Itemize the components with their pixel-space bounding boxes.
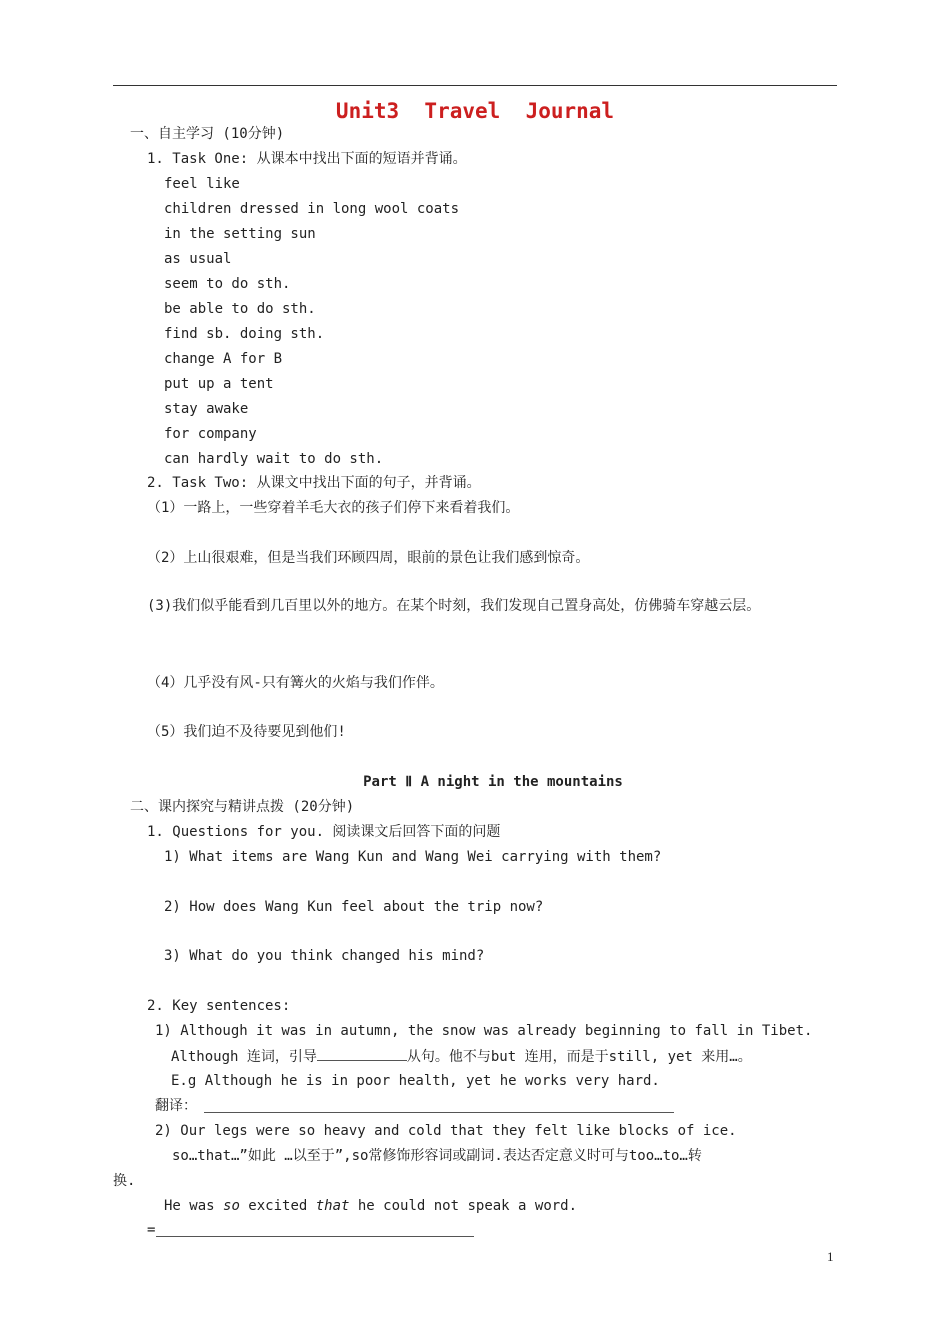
phrase-item: change A for B [164,351,283,367]
section1-heading: 一、自主学习 (10分钟) [130,126,285,142]
phrase-item: children dressed in long wool coats [164,201,460,217]
task2-label: 2. Task Two: 从课文中找出下面的句子，并背诵。 [147,475,481,491]
task1-label: 1. Task One: 从课本中找出下面的短语并背诵。 [147,151,467,167]
example-sentence: E.g Although he is in poor health, yet he works very hard. [171,1073,660,1089]
page-title: Unit3 Travel Journal [335,99,615,123]
key-sentence-2: 2) Our legs were so heavy and cold that they felt like blocks of ice. [155,1123,737,1139]
phrase-item: be able to do sth. [164,301,316,317]
top-rule [113,85,837,86]
example-sentence-2 [164,1197,577,1215]
key-sentence-2-note: so…that…”如此 …以至于”,so常修饰形容词或副词.表达否定意义时可与too…to…转 [172,1148,702,1164]
translate-answer-line[interactable] [204,1112,674,1113]
phrase-item: for company [164,426,257,442]
key-sentences-label: 2. Key sentences: [147,998,291,1014]
question-item: 2) How does Wang Kun feel about the trip now? [164,899,544,915]
sentence-item: （2）上山很艰难，但是当我们环顾四周，眼前的景色让我们感到惊奇。 [147,550,590,566]
sentence-item: （5）我们迫不及待要见到他们! [147,724,346,740]
key-sentence-1-note [171,1047,752,1066]
example-emphasis: that [315,1198,350,1214]
phrase-item: can hardly wait to do sth. [164,451,384,467]
section2-heading: 二、课内探究与精讲点拨 (20分钟) [130,799,355,815]
rewrite-answer-line[interactable] [156,1236,474,1237]
part2-heading: Part Ⅱ A night in the mountains [363,774,623,790]
example-text: He was [164,1198,224,1214]
questions-label: 1. Questions for you. 阅读课文后回答下面的问题 [147,824,501,840]
sentence-item: （1）一路上，一些穿着羊毛大衣的孩子们停下来看着我们。 [147,500,520,516]
fill-blank[interactable] [317,1047,407,1061]
key-sentence-1: 1) Although it was in autumn, the snow was already beginning to fall in Tibet. [155,1023,813,1039]
phrase-item: seem to do sth. [164,276,291,292]
page-number: 1 [827,1249,834,1264]
phrase-item: as usual [164,251,232,267]
example-text: excited [239,1198,316,1214]
note-text: 从句。他不与but 连用，而是于still, yet 来用…。 [406,1049,752,1065]
equals-sign: = [147,1222,156,1238]
phrase-item: feel like [164,176,240,192]
key-sentence-2-note-cont: 换. [113,1173,136,1189]
example-text: he could not speak a word. [349,1198,578,1214]
phrase-item: find sb. doing sth. [164,326,325,342]
translate-label: 翻译： [155,1098,197,1114]
question-item: 3) What do you think changed his mind? [164,948,485,964]
sentence-item: （4）几乎没有风-只有篝火的火焰与我们作伴。 [147,675,444,691]
phrase-item: stay awake [164,401,249,417]
sentence-item: (3)我们似乎能看到几百里以外的地方。在某个时刻，我们发现自己置身高处，仿佛骑车穿越云层。 [147,598,761,614]
phrase-item: put up a tent [164,376,274,392]
phrase-item: in the setting sun [164,226,316,242]
example-emphasis: so [223,1198,240,1214]
note-text: Although 连词，引导 [171,1049,317,1065]
question-item: 1) What items are Wang Kun and Wang Wei carrying with them? [164,849,662,865]
